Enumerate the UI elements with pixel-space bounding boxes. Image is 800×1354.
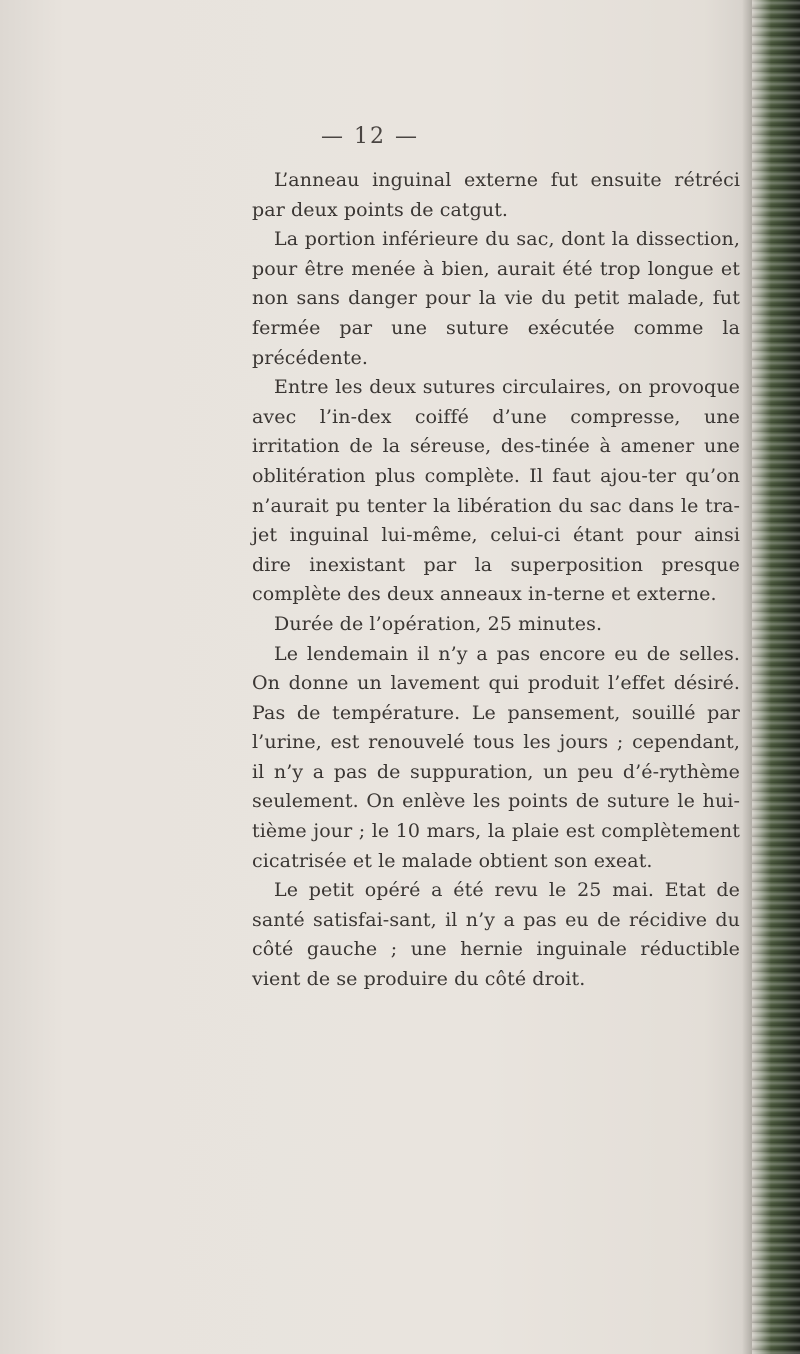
paragraph: Entre les deux sutures circulaires, on provoque avec l’in-dex coiffé d’une compresse, une irritation de la séreuse, des-tinée à amener une oblitération plus complète. Il faut ajou-ter qu’on n’aurait pu tenter la libération du sac dans le tra-jet inguinal lui-même, celui-ci étant pour ainsi dire inexistant par la superposition presque complète des deux anneaux in-terne et externe. [252, 376, 740, 606]
binding-shadow [742, 0, 752, 1354]
paragraph: Le lendemain il n’y a pas encore eu de selles. On donne un lavement qui produit l’effet désiré. Pas de température. Le pansement, souillé par l’urine, est renouvelé tous les jours ; cependant, il n’y a pas de suppuration, un peu d’é-rythème seulement. On enlève les points de suture le hui-tième jour ; le 10 mars, la plaie est complètement cicatrisée et le malade obtient son exeat. [252, 642, 740, 872]
paragraph: La portion inférieure du sac, dont la dissection, pour être menée à bien, aurait été trop longue et non sans danger pour la vie du petit malade, fut fermée par une suture exécutée comme la précédente. [252, 228, 740, 369]
book-spine [752, 0, 800, 1354]
page-number: — 12 — [321, 124, 419, 149]
paragraph: L’anneau inguinal externe fut ensuite rétréci par deux points de catgut. [252, 169, 740, 221]
paragraph: Durée de l’opération, 25 minutes. [274, 612, 603, 635]
body-text [252, 166, 740, 995]
paragraph: Le petit opéré a été revu le 25 mai. Etat de santé satisfai-sant, il n’y a pas eu de récidive du côté gauche ; une hernie inguinale réductible vient de se produire du côté droit. [252, 879, 740, 991]
